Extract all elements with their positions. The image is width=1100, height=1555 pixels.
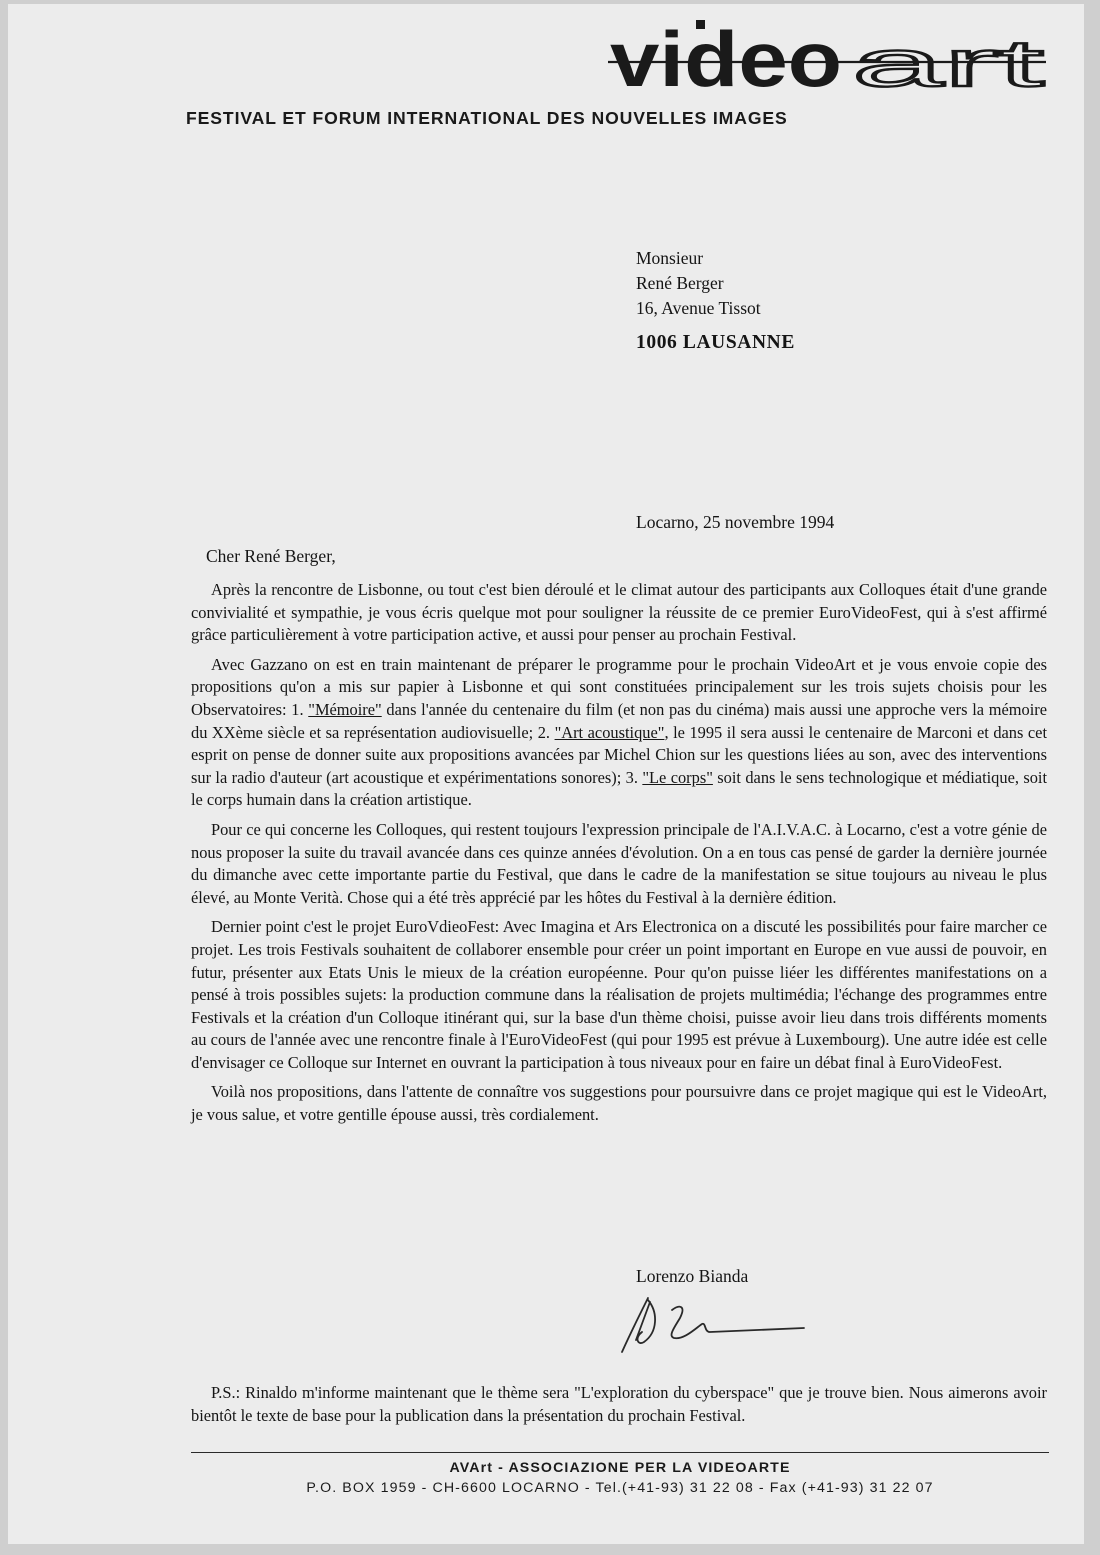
letterhead-tagline: FESTIVAL ET FORUM INTERNATIONAL DES NOUVELLES IMAGES (186, 108, 788, 128)
footer-contact: P.O. BOX 1959 - CH-6600 LOCARNO - Tel.(+41-93) 31 22 08 - Fax (+41-93) 31 22 07 (306, 1480, 934, 1496)
paragraph-2-part-c: , le 1995 il sera aussi le centenaire de Marconi et dans cet esprit on pense de donner suite aux propositions avancées par Michel Chion sur les questions liées au son, avec des interventions sur la radio d'auteur (art acoustique et expérimentations sonores); 3. (191, 722, 1048, 787)
postscript: P.S.: Rinaldo m'informe maintenant que le thème sera "L'exploration du cyberspace" que je trouve bien. Nous aimerons avoir bientôt le texte de base pour la publication dans la présentation du prochain Festival. (191, 1383, 1047, 1425)
handwritten-signature (614, 1292, 814, 1358)
footer-divider (191, 1452, 1049, 1453)
recipient-address (636, 246, 795, 355)
paragraph-2-part-d: soit dans le sens technologique et médiatique, soit le corps humain dans la création artistique. (191, 767, 1047, 810)
footer-organization: AVArt - ASSOCIAZIONE PER LA VIDEOARTE (449, 1460, 791, 1476)
topic-memoire: "Mémoire" (308, 699, 382, 719)
salutation: Cher René Berger, (206, 546, 336, 566)
letter-body (191, 579, 1047, 1134)
signature-block (636, 1266, 748, 1287)
topic-art-acoustique: "Art acoustique" (554, 722, 665, 742)
letter-page (8, 4, 1084, 1544)
svg-text:art: art (852, 26, 1044, 100)
paragraph-4: Dernier point c'est le projet EuroVdieoFest: Avec Imagina et Ars Electronica on a discuté les possibilités pour faire marcher ce projet. Les trois Festivals souhaitent de collaborer ensemble pour créer un point important en Europe en vue aussi de pouvoir, en futur, présenter aux Etats Unis le mieux de la création européenne. Pour qu'on puisse liéer les différentes manifestations on a pensé à trois possibles sujets: la production commune dans la réalisation de projets multimédia; l'échange des programmes entre Festivals et la création d'un Colloque itinérant qui, sur la base d'un thème choisi, puisse avoir lieu dans trois différents moments au cours de l'année avec une rencontre finale à l'EuroVideoFest (qui pour 1995 est prévue à Luxembourg). Une autre idée est celle d'envisager ce Colloque sur Internet en ouvrant la participation à tous niveaux pour en faire un débat final à EuroVideoFest. (191, 917, 1047, 1072)
paragraph-2-part-a: Avec Gazzano on est en train maintenant de préparer le programme pour le prochain VideoArt et je vous envoie copie des propositions qu'on a mis sur papier à Lisbonne et qui sont constituées principalement sur les trois sujets choisis pour les Observatoires: 1. (191, 654, 1047, 719)
paragraph-1: Après la rencontre de Lisbonne, ou tout c'est bien déroulé et le climat autour des participants aux Colloques était d'une grande convivialité et sympathie, je vous écris quelque mot pour souligner la réussite de ce premier EuroVideoFest, qui à s'est affirmé grâce particulièrement à votre participation active, et aussi pour penser au prochain Festival. (191, 580, 1047, 645)
paragraph-5: Voilà nos propositions, dans l'attente de connaître vos suggestions pour poursuivre dans ce projet magique qui est le VideoArt, je vous salue, et votre gentille épouse aussi, très cordialement. (191, 1082, 1047, 1125)
letter-footer (191, 1458, 1049, 1498)
paragraph-2-part-b: dans l'année du centenaire du film (et non pas du cinéma) mais aussi une approche vers la mémoire du XXème siècle et sa représentation audiovisuelle; 2. (191, 699, 1047, 742)
svg-text:video: video (610, 18, 842, 102)
videoart-logo-graphic (608, 18, 1048, 102)
recipient-title: Monsieur (636, 248, 704, 268)
topic-le-corps: "Le corps" (642, 767, 713, 787)
recipient-name: René Berger (636, 273, 724, 293)
paragraph-3: Pour ce qui concerne les Colloques, qui restent toujours l'expression principale de l'A.I.V.A.C. à Locarno, c'est a votre génie de nous proposer la suite du travail avancée dans ces quinze années d'évolution. On a en tous cas pensé de garder la dernière journée du dimanche avec cette importante partie du Festival, que dans le cadre de la manifestation se situe toujours au niveau le plus élevé, au Monte Verità. Chose qui a été très apprécié par les hôtes du Festival à la dernière édition. (191, 819, 1047, 907)
videoart-logo (608, 18, 1048, 102)
recipient-street: 16, Avenue Tissot (636, 298, 761, 318)
signer-name: Lorenzo Bianda (636, 1266, 749, 1286)
recipient-city: 1006 LAUSANNE (636, 332, 795, 353)
paragraph-2 (191, 654, 1047, 812)
letter-date: Locarno, 25 novembre 1994 (636, 512, 835, 532)
